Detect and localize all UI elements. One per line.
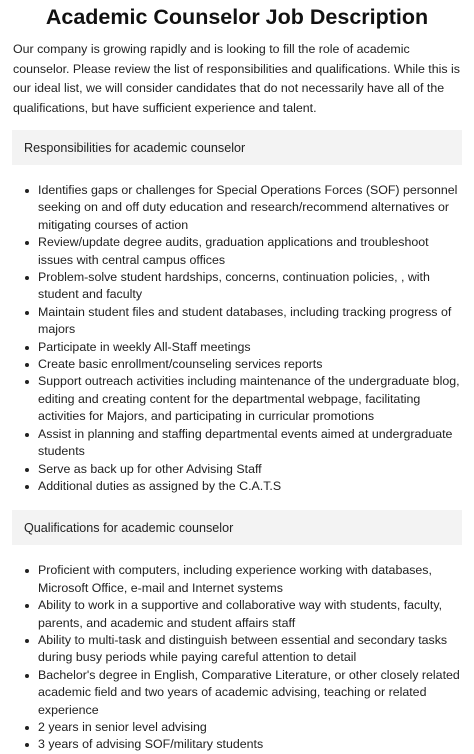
page-title: Academic Counselor Job Description [45, 5, 429, 29]
responsibilities-list [12, 182, 462, 495]
responsibility-item: Assist in planning and staffing departmental events aimed at undergraduate students [24, 426, 462, 461]
responsibility-item: Participate in weekly All-Staff meetings [24, 339, 462, 356]
responsibility-item: Maintain student files and student databases, including tracking progress of majors [24, 304, 462, 339]
qualification-item: 3 years of advising SOF/military students [24, 736, 462, 753]
qualifications-heading: Qualifications for academic counselor [12, 510, 462, 545]
qualification-item: 2 years in senior level advising [24, 719, 462, 736]
responsibility-item: Identifies gaps or challenges for Special Operations Forces (SOF) personnel seeking on and off duty education and research/recommend alternatives or mitigating courses of action [24, 182, 462, 234]
qualification-item: Bachelor's degree in English, Comparative Literature, or other closely related academic field and two years of academic advising, teaching or related experience [24, 667, 462, 719]
intro-paragraph: Our company is growing rapidly and is looking to fill the role of academic counselor. Please review the list of responsibilities and qualifications. While this is our ideal list, we will consider candidates that do not necessarily have all of the qualifications, but have sufficient experience and talent. [13, 42, 460, 115]
responsibility-item: Additional duties as assigned by the C.A.T.S [24, 478, 462, 495]
qualifications-list [12, 562, 462, 753]
responsibility-item: Serve as back up for other Advising Staff [24, 461, 462, 478]
responsibility-item: Create basic enrollment/counseling services reports [24, 356, 462, 373]
qualification-item: Ability to work in a supportive and collaborative way with students, faculty, parents, and academic and student affairs staff [24, 597, 462, 632]
responsibilities-heading: Responsibilities for academic counselor [12, 130, 462, 165]
responsibility-item: Review/update degree audits, graduation applications and troubleshoot issues with central campus offices [24, 234, 462, 269]
qualification-item: Proficient with computers, including experience working with databases, Microsoft Office, e-mail and Internet systems [24, 562, 462, 597]
responsibility-item: Problem-solve student hardships, concerns, continuation policies, , with student and faculty [24, 269, 462, 304]
responsibility-item: Support outreach activities including maintenance of the undergraduate blog, editing and creating content for the departmental webpage, facilitating activities for Majors, and participating in curricular promotions [24, 373, 462, 425]
qualification-item: Ability to multi-task and distinguish between essential and secondary tasks during busy periods while paying careful attention to detail [24, 632, 462, 667]
